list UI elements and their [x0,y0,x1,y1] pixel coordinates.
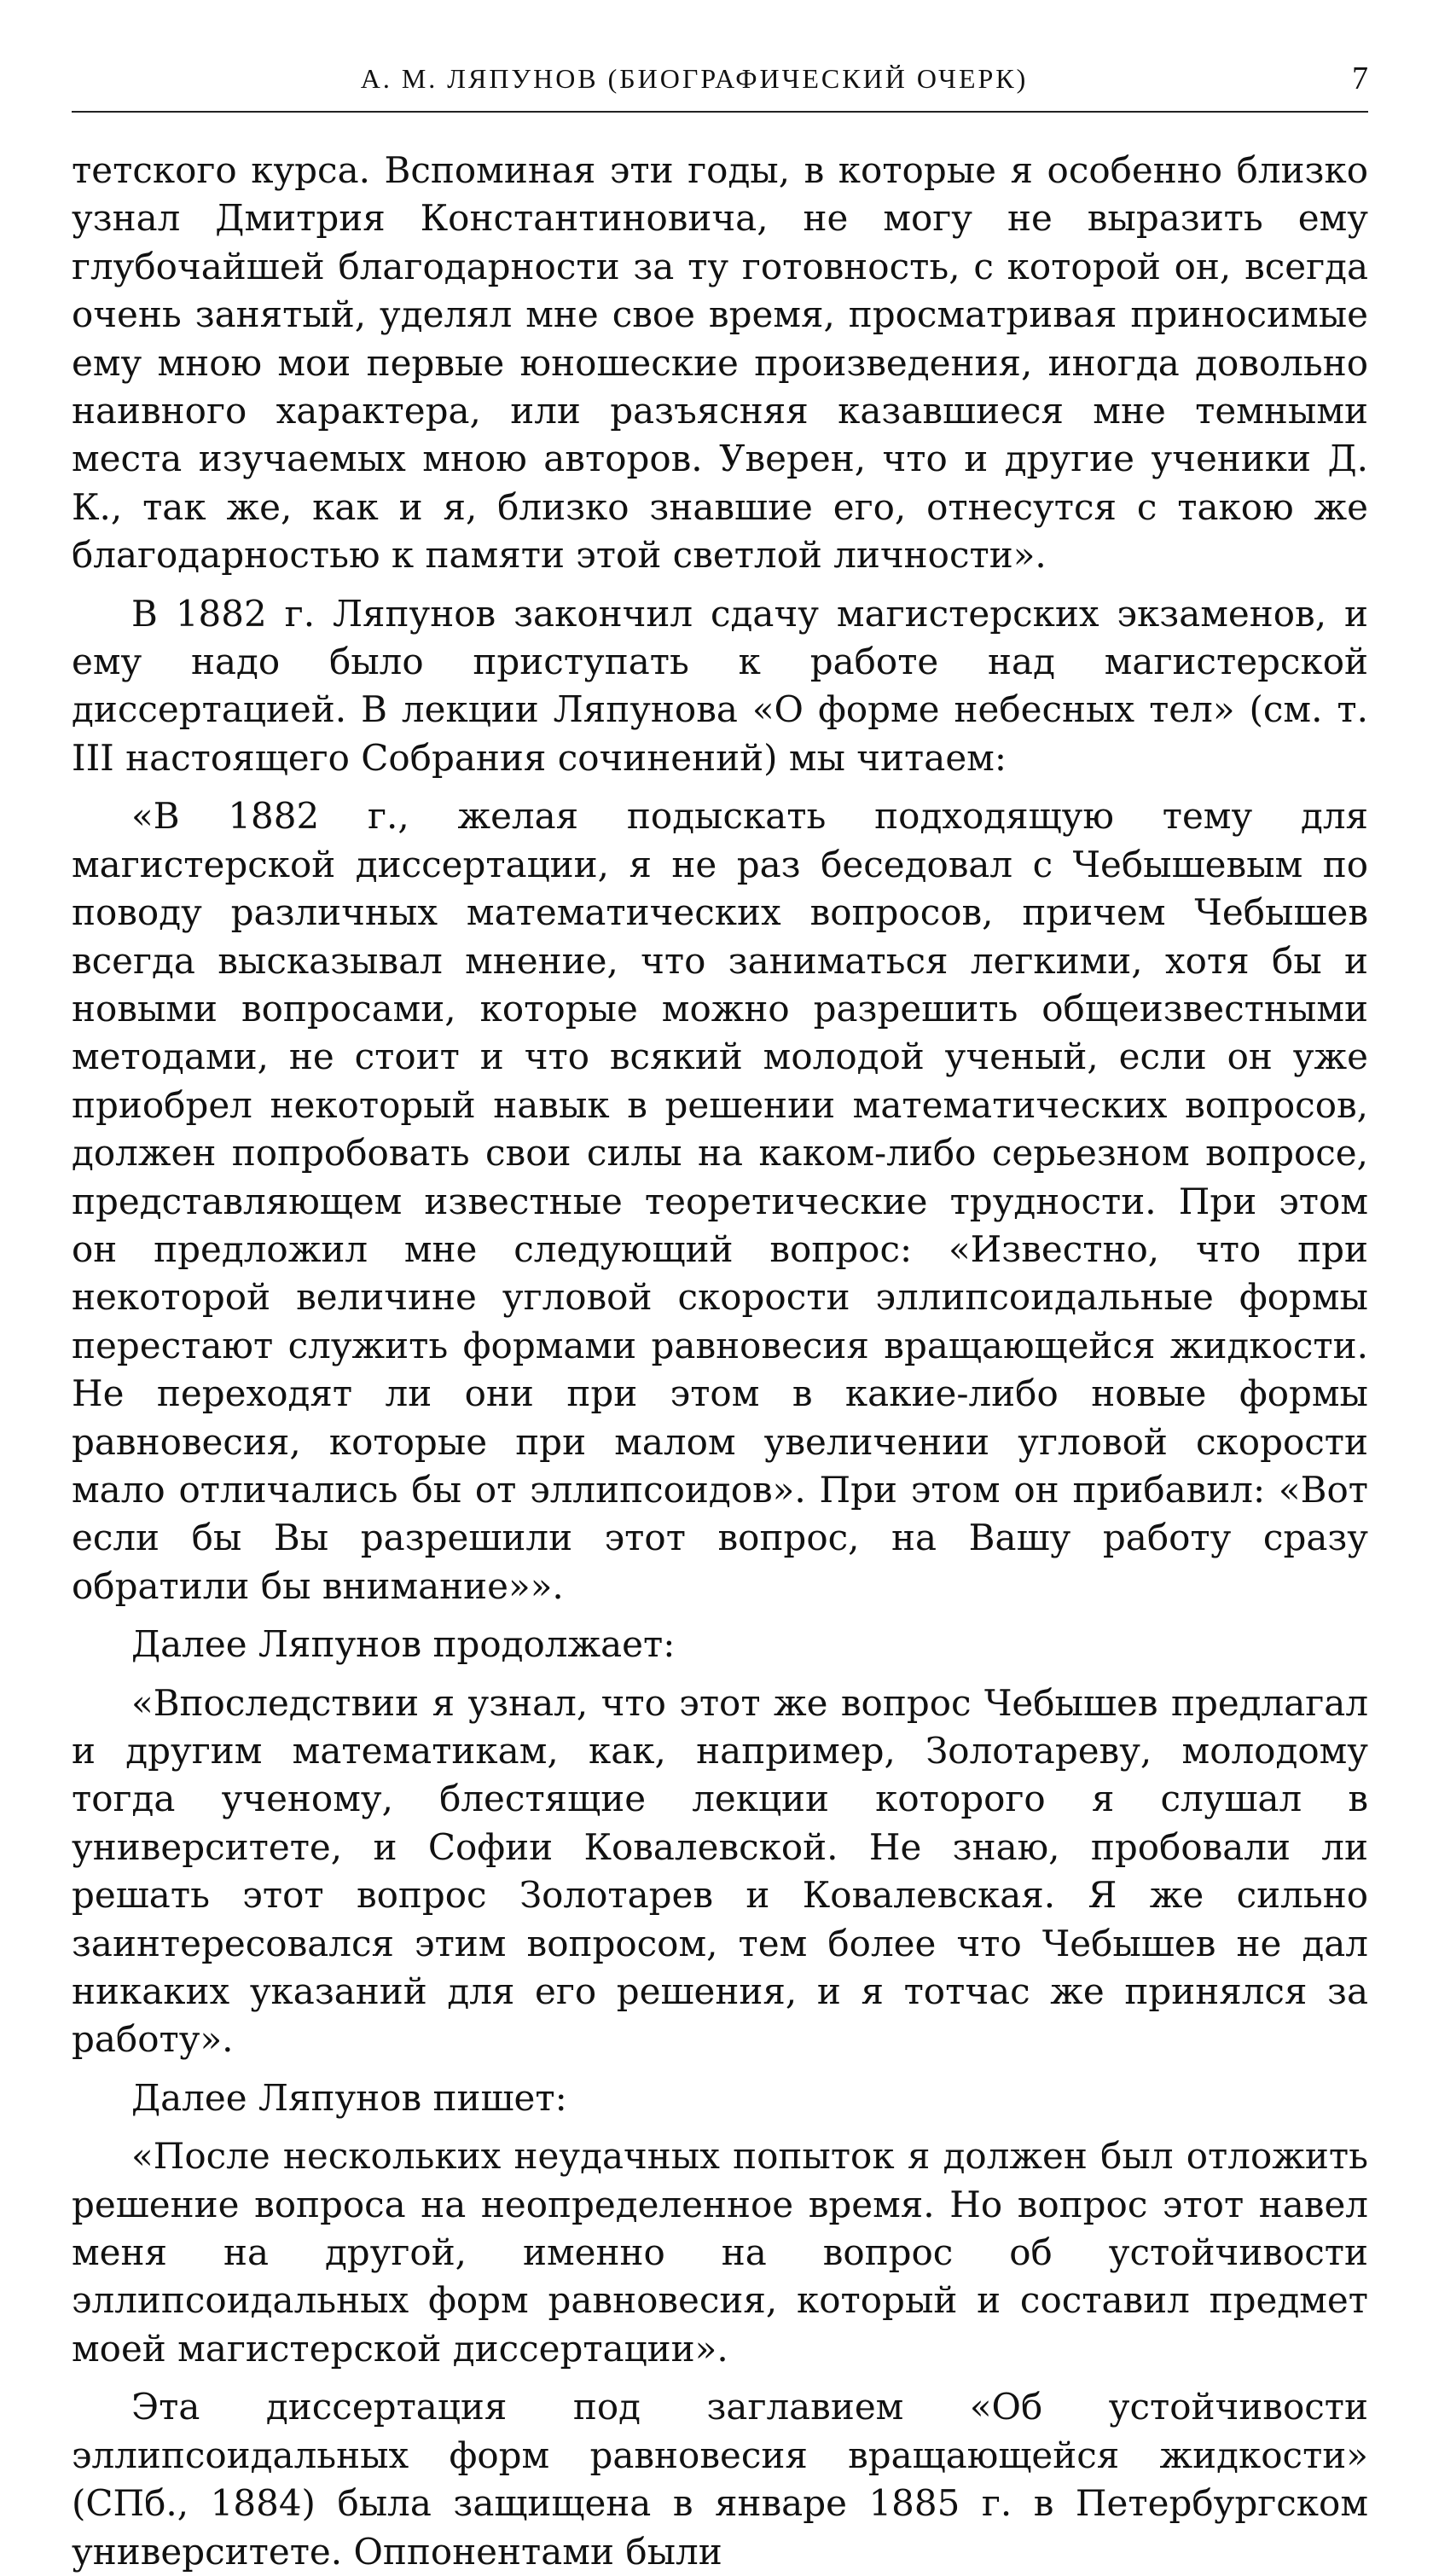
paragraph-continues: Далее Ляпунов продолжает: [131,1623,676,1666]
page-number: 7 [1352,61,1368,96]
paragraph-continuation: тетского курса. Вспоминая эти годы, в которые я особенно близко узнал Дмитрия Константиновича, не могу не выразить ему глубочайшей благодарности за ту готовность, с которой он, всегда очень занятый, уделял мне свое время, просматривая приносимые ему мною мои первые юношеские произведения, иногда довольно наивного характера, или разъясняя казавшиеся мне темными места изучаемых мною авторов. Уверен, что и другие ученики Д. К., так же, как и я, близко знавшие его, отнесутся с такою же благодарностью к памяти этой светлой личности». [72,149,1368,577]
quote-stability: «После нескольких неудачных попыток я должен был отложить решение вопроса на неопределенное время. Но вопрос этот навел меня на другой, именно на вопрос об устойчивости эллипсоидальных форм равновесия, который и составил предмет моей магистерской диссертации». [72,2135,1368,2370]
quote-chebyshev-question: «В 1882 г., желая подыскать подходящую тему для магистерской диссертации, я не раз беседовал с Чебышевым по поводу различных математических вопросов, причем Чебышев всегда высказывал мнение, что заниматься легкими, хотя бы и новыми вопросами, которые можно разрешить общеизвестными методами, не стоит и что всякий молодой ученый, если он уже приобрел некоторый навык в решении математических вопросов, должен попробовать свои силы на каком-либо серьезном вопросе, представляющем известные теоретические трудности. При этом он предложил мне следующий вопрос: «Известно, что при некоторой величине угловой скорости эллипсоидальные формы перестают служить формами равновесия вращающейся жидкости. Не переходят ли они при этом в какие-либо новые формы равновесия, которые при малом увеличении угловой скорости мало отличались бы от эллипсоидов». При этом он прибавил: «Вот если бы Вы разрешили этот вопрос, на Вашу работу сразу обратили бы внимание»». [72,795,1368,1607]
running-header [72,51,1368,113]
paragraph-dissertation-start: В 1882 г. Ляпунов закончил сдачу магистерских экзаменов, и ему надо было приступать к работе над магистерской диссертацией. В лекции Ляпунова «О форме небесных тел» (см. т. III настоящего Собрания сочинений) мы читаем: [72,592,1368,779]
paragraph-writes: Далее Ляпунов пишет: [131,2076,567,2119]
book-page [72,51,1368,2573]
quote-zolotarev-kovalevskaya: «Впоследствии я узнал, что этот же вопрос Чебышев предлагал и другим математикам, как, например, Золотареву, молодому тогда ученому, блестящие лекции которого я слушал в университете, и Софии Ковалевской. Не знаю, пробовали ли решать этот вопрос Золотарев и Ковалевская. Я же сильно заинтересовался этим вопросом, тем более что Чебышев не дал никаких указаний для его решения, и я тотчас же принялся за работу». [72,1681,1368,2061]
running-title: А. М. ЛЯПУНОВ (БИОГРАФИЧЕСКИЙ ОЧЕРК) [360,63,1029,94]
body-text [72,147,1368,2576]
paragraph-defense: Эта диссертация под заглавием «Об устойчивости эллипсоидальных форм равновесия вращающейся жидкости» (СПб., 1884) была защищена в январе 1885 г. в Петербургском университете. Оппонентами были [72,2386,1368,2573]
